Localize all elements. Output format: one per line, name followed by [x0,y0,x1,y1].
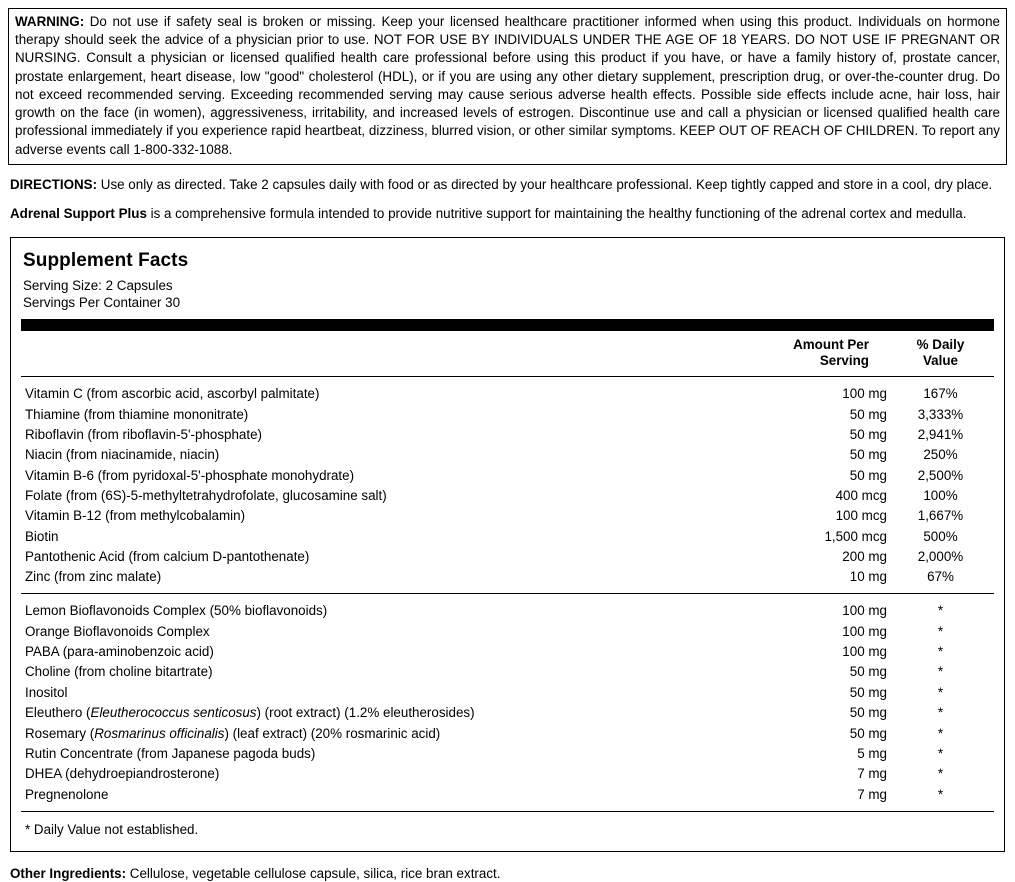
ingredient-amount: 50 mg [849,467,887,483]
table-row [21,567,994,594]
ingredient-daily-value: * [937,745,944,761]
table-row [21,621,994,641]
ingredient-name: Choline (from choline bitartrate) [25,664,213,680]
ingredient-amount: 100 mg [842,623,887,639]
table-row [21,784,994,811]
ingredient-daily-value: 67% [927,569,954,585]
ingredient-name: Rutin Concentrate (from Japanese pagoda buds) [25,745,316,761]
ingredient-amount: 50 mg [849,684,887,700]
ingredient-daily-value: * [937,623,944,639]
directions-text: Use only as directed. Take 2 capsules daily with food or as directed by your healthcare professional. Keep tightly capped and store in a cool, dry place. [97,176,993,192]
ingredient-name: Vitamin B-12 (from methylcobalamin) [25,508,246,524]
ingredient-daily-value: 1,667% [917,508,964,524]
ingredient-amount: 50 mg [849,426,887,442]
ingredient-daily-value: * [937,766,944,782]
header-dv-line2: Value [922,353,958,369]
other-ingredients-paragraph [10,865,1005,882]
table-row [21,723,994,743]
directions-paragraph [10,176,1005,194]
ingredient-name: Folate (from (6S)-5-methyltetrahydrofolate, glucosamine salt) [25,487,387,503]
table-row [21,506,994,526]
ingredient-name: Biotin [25,528,59,544]
ingredient-group-2 [21,594,994,810]
supplement-facts-panel [10,237,1005,851]
ingredient-name: Inositol [25,684,68,700]
ingredient-amount: 100 mg [842,603,887,619]
thin-divider-footnote [21,811,994,812]
table-row [21,546,994,566]
product-description: is a comprehensive formula intended to provide nutritive support for maintaining the healthy functioning of the adrenal cortex and medulla. [146,206,967,222]
ingredient-name: Niacin (from niacinamide, niacin) [25,447,220,463]
ingredient-amount: 100 mg [842,386,887,402]
table-row [21,682,994,702]
warning-text: Do not use if safety seal is broken or missing. Keep your licensed healthcare practitioner informed when using this product. Individuals on hormone therapy should seek the advice of a physician prior to use. NOT FOR USE BY INDIVIDUALS UNDER THE AGE OF 18 YEARS. DO NOT USE IF PREGNANT OR NURSING. Consult a physician or licensed qualified health care professional before using this product if you have, or have a family history of, prostate cancer, prostate enlargement, heart disease, low "good" cholesterol (HDL), or if you are using any other dietary supplement, prescription drug, or over-the-counter drug. Do not exceed recommended serving. Exceeding recommended serving may cause serious adverse health effects. Possible side effects include acne, hair loss, hair growth on the face (in women), aggressiveness, irritability, and increased levels of estrogen. Discontinue use and call a physician or licensed qualified health care professional immediately if you experience rapid heartbeat, dizziness, blurred vision, or other similar symptoms. KEEP OUT OF REACH OF CHILDREN. To report any adverse events call 1-800-332-1088. [15,14,1000,157]
ingredient-amount: 50 mg [849,447,887,463]
ingredient-daily-value: 250% [923,447,958,463]
ingredient-amount: 10 mg [849,569,887,585]
ingredient-amount: 400 mcg [835,487,887,503]
ingredient-amount: 200 mg [842,548,887,564]
supplement-facts-table [21,331,994,376]
header-amount-line1: Amount Per [793,337,869,353]
ingredient-name: Thiamine (from thiamine mononitrate) [25,406,249,422]
ingredient-daily-value: 2,000% [917,548,964,564]
ingredient-daily-value: 100% [923,487,958,503]
ingredient-group-1 [21,377,994,593]
table-row [21,662,994,682]
ingredient-daily-value: 167% [923,386,958,402]
ingredient-daily-value: * [937,725,944,741]
ingredient-name: Orange Bioflavonoids Complex [25,623,210,639]
other-ingredients-text: Cellulose, vegetable cellulose capsule, silica, rice bran extract. [126,865,501,881]
warning-label: WARNING: [15,14,85,29]
ingredient-amount: 5 mg [857,745,887,761]
ingredient-name: Riboflavin (from riboflavin-5'-phosphate) [25,426,262,442]
table-row [21,743,994,763]
ingredient-amount: 7 mg [857,766,887,782]
table-row [21,594,994,621]
table-header-row [21,331,994,376]
daily-value-footnote: * Daily Value not established. [25,821,199,837]
latin-binomial: Eleutherococcus senticosus [90,705,257,721]
table-row [21,764,994,784]
header-daily-value [887,331,994,376]
other-ingredients-label: Other Ingredients: [10,865,127,881]
ingredient-name: Zinc (from zinc malate) [25,569,162,585]
table-row [21,526,994,546]
product-description-paragraph [10,205,1005,223]
header-amount-line2: Serving [819,353,869,369]
supplement-facts-title: Supplement Facts [23,250,189,272]
ingredient-daily-value: * [937,603,944,619]
ingredient-amount: 50 mg [849,664,887,680]
table-row [21,485,994,505]
ingredient-daily-value: * [937,644,944,660]
ingredient-daily-value: * [937,684,944,700]
ingredient-daily-value: 2,500% [917,467,964,483]
ingredient-name: Pregnenolone [25,786,109,802]
servings-per-container: Servings Per Container 30 [23,294,181,310]
ingredient-daily-value: 3,333% [917,406,964,422]
ingredient-daily-value: * [937,786,944,802]
ingredient-daily-value: * [937,664,944,680]
ingredient-name: PABA (para-aminobenzoic acid) [25,644,214,660]
serving-size: Serving Size: 2 Capsules [23,277,173,293]
ingredient-name: DHEA (dehydroepiandrosterone) [25,766,220,782]
table-row [21,377,994,404]
header-blank [21,331,741,376]
table-row [21,424,994,444]
ingredient-name: Eleuthero (Eleutherococcus senticosus) (root extract) (1.2% eleutherosides) [25,705,475,721]
ingredient-daily-value: 2,941% [917,426,964,442]
ingredient-amount: 50 mg [849,406,887,422]
ingredient-name: Lemon Bioflavonoids Complex (50% bioflavonoids) [25,603,328,619]
ingredient-name: Pantothenic Acid (from calcium D-pantothenate) [25,548,310,564]
ingredient-amount: 100 mcg [835,508,887,524]
warning-paragraph [15,13,1000,159]
product-name: Adrenal Support Plus [10,206,147,222]
table-row [21,445,994,465]
ingredient-amount: 1,500 mcg [824,528,887,544]
table-row [21,703,994,723]
ingredient-name: Rosemary (Rosmarinus officinalis) (leaf extract) (20% rosmarinic acid) [25,725,441,741]
ingredient-name: Vitamin C (from ascorbic acid, ascorbyl palmitate) [25,386,320,402]
table-row [21,465,994,485]
ingredient-amount: 7 mg [857,786,887,802]
ingredient-name: Vitamin B-6 (from pyridoxal-5'-phosphate monohydrate) [25,467,355,483]
table-row [21,642,994,662]
ingredient-amount: 50 mg [849,705,887,721]
directions-label: DIRECTIONS: [10,176,98,192]
ingredient-amount: 100 mg [842,644,887,660]
table-row [21,404,994,424]
ingredient-daily-value: 500% [923,528,958,544]
ingredient-amount: 50 mg [849,725,887,741]
thick-divider-top [21,319,994,331]
latin-binomial: Rosmarinus officinalis [94,725,225,741]
ingredient-daily-value: * [937,705,944,721]
header-dv-line1: % Daily [916,337,965,353]
warning-box [8,8,1007,165]
header-amount-per-serving [741,331,887,376]
